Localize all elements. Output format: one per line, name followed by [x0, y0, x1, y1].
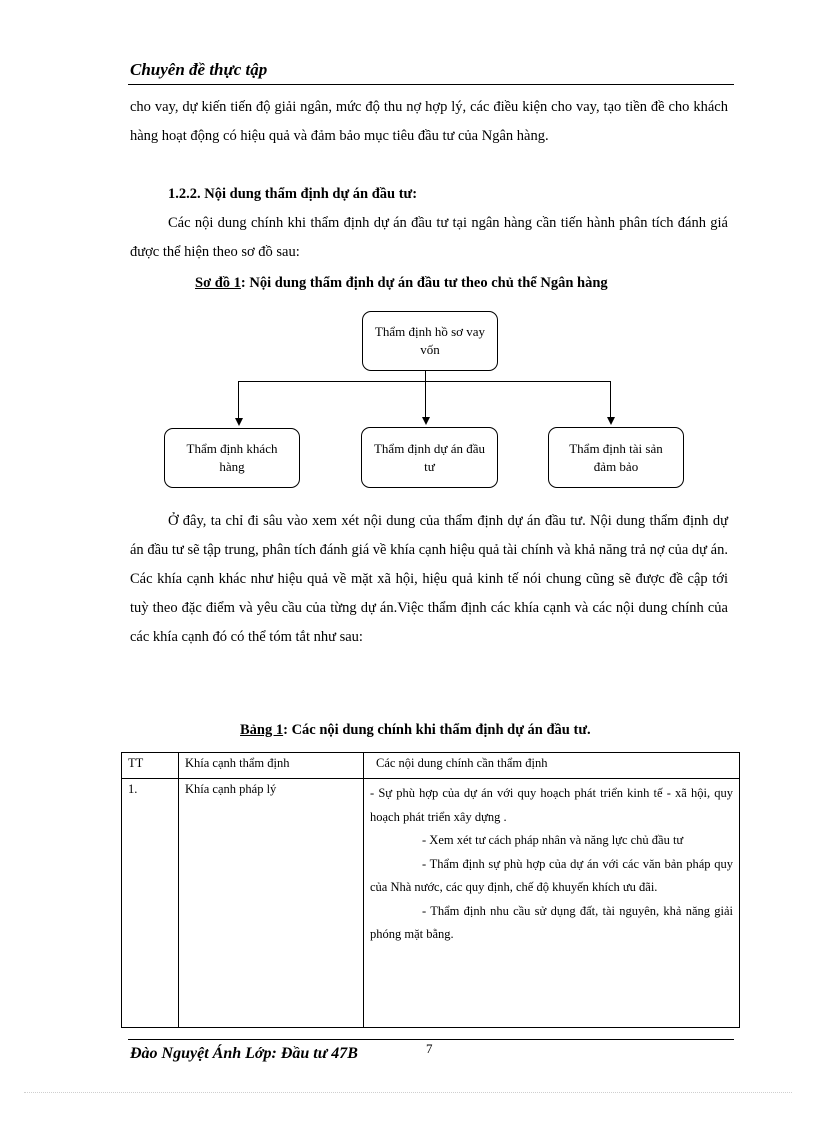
arrow-down-icon: [607, 417, 615, 425]
diagram-child-label: Thẩm định dự án đầu tư: [373, 440, 486, 474]
diagram-root-box: [362, 311, 498, 371]
diagram-caption-label: Sơ đồ 1: [195, 275, 241, 291]
header-rule: [128, 84, 734, 85]
content-item: - Thẩm định sự phù hợp của dự án với các văn bản pháp quy của Nhà nước, các quy định, chế độ khuyến khích ưu đãi.: [370, 856, 733, 894]
table-header-contents-label: Các nội dung chính cần thẩm định: [376, 756, 548, 770]
content-item: - Sự phù hợp của dự án với quy hoạch phát triển kinh tế - xã hội, quy hoạch phát triển xây dựng .: [370, 786, 733, 824]
footer-author: Đào Nguyệt Ánh Lớp: Đầu tư 47B: [130, 1045, 358, 1062]
table-cell-contents: [364, 779, 740, 1028]
page-bottom-divider: [24, 1092, 792, 1093]
arrow-down-icon: [235, 418, 243, 426]
arrow-down-icon: [422, 417, 430, 425]
connector-middle: [425, 381, 426, 418]
intro-paragraph-text: cho vay, dự kiến tiến độ giải ngân, mức độ thu nợ hợp lý, các điều kiện cho vay, tạo tiền đề cho khách hàng hoạt động có hiệu quả và đảm bảo mục tiêu đầu tư của Ngân hàng.: [130, 99, 728, 144]
diagram-root-label: Thẩm định hồ sơ vay vốn: [374, 324, 486, 357]
diagram-child-box-project: [361, 427, 498, 488]
diagram-caption: [195, 275, 608, 292]
table-row: [122, 779, 740, 1028]
table-header-contents: [364, 753, 740, 779]
footer-rule: [128, 1039, 734, 1040]
connector-root-stem: [425, 371, 426, 381]
section-paragraph: Các nội dung chính khi thẩm định dự án đầu tư tại ngân hàng cần tiến hành phân tích đánh giá được thể hiện theo sơ đồ sau:: [130, 215, 728, 260]
connector-left: [238, 381, 239, 419]
content-item: - Thẩm định nhu cầu sử dụng đất, tài nguyên, khả năng giải phóng mặt bằng.: [370, 903, 733, 941]
content-table: [121, 752, 740, 1028]
intro-paragraph: [130, 93, 728, 151]
diagram-child-label: Thẩm định tài sản đảm bảo: [569, 440, 663, 474]
diagram-child-box-collateral: [548, 427, 684, 488]
diagram-caption-text: : Nội dung thẩm định dự án đầu tư theo chủ thể Ngân hàng: [240, 275, 608, 291]
section-heading: 1.2.2. Nội dung thẩm định dự án đầu tư:: [168, 186, 418, 202]
body-paragraph-text: Ở đây, ta chỉ đi sâu vào xem xét nội dung của thẩm định dự án đầu tư. Nội dung thẩm định dự án đầu tư sẽ tập trung, phân tích đánh giá về khía cạnh hiệu quả tài chính và khả năng trả nợ của dự án. Các khía cạnh khác như hiệu quả về mặt xã hội, hiệu quả kinh tế nói chung cũng sẽ được đề cập tới tuỳ theo đặc điểm và yêu cầu của từng dự án.Việc thẩm định các khía cạnh và các nội dung chính của các khía cạnh đó có thể tóm tắt như sau:: [130, 513, 728, 645]
diagram-child-box-customer: [164, 428, 300, 488]
table-cell-tt: 1.: [122, 779, 179, 1028]
content-item: - Xem xét tư cách pháp nhân và năng lực chủ đầu tư: [422, 833, 684, 847]
section-1-2-2: [130, 180, 728, 267]
table-header-aspect: Khía cạnh thẩm định: [179, 753, 364, 779]
body-paragraph: [130, 507, 728, 652]
page-number: 7: [426, 1041, 433, 1056]
table-header-row: [122, 753, 740, 779]
table-cell-aspect: Khía cạnh pháp lý: [179, 779, 364, 1028]
connector-right: [610, 381, 611, 418]
diagram-child-label: Thẩm định khách hàng: [186, 441, 278, 474]
table-caption: [240, 722, 591, 739]
table-caption-label: Bảng 1: [240, 722, 284, 738]
page-header-title: Chuyên đề thực tập: [130, 60, 268, 79]
table-caption-text: : Các nội dung chính khi thẩm định dự án đầu tư.: [283, 722, 591, 738]
table-header-tt: TT: [122, 753, 179, 779]
